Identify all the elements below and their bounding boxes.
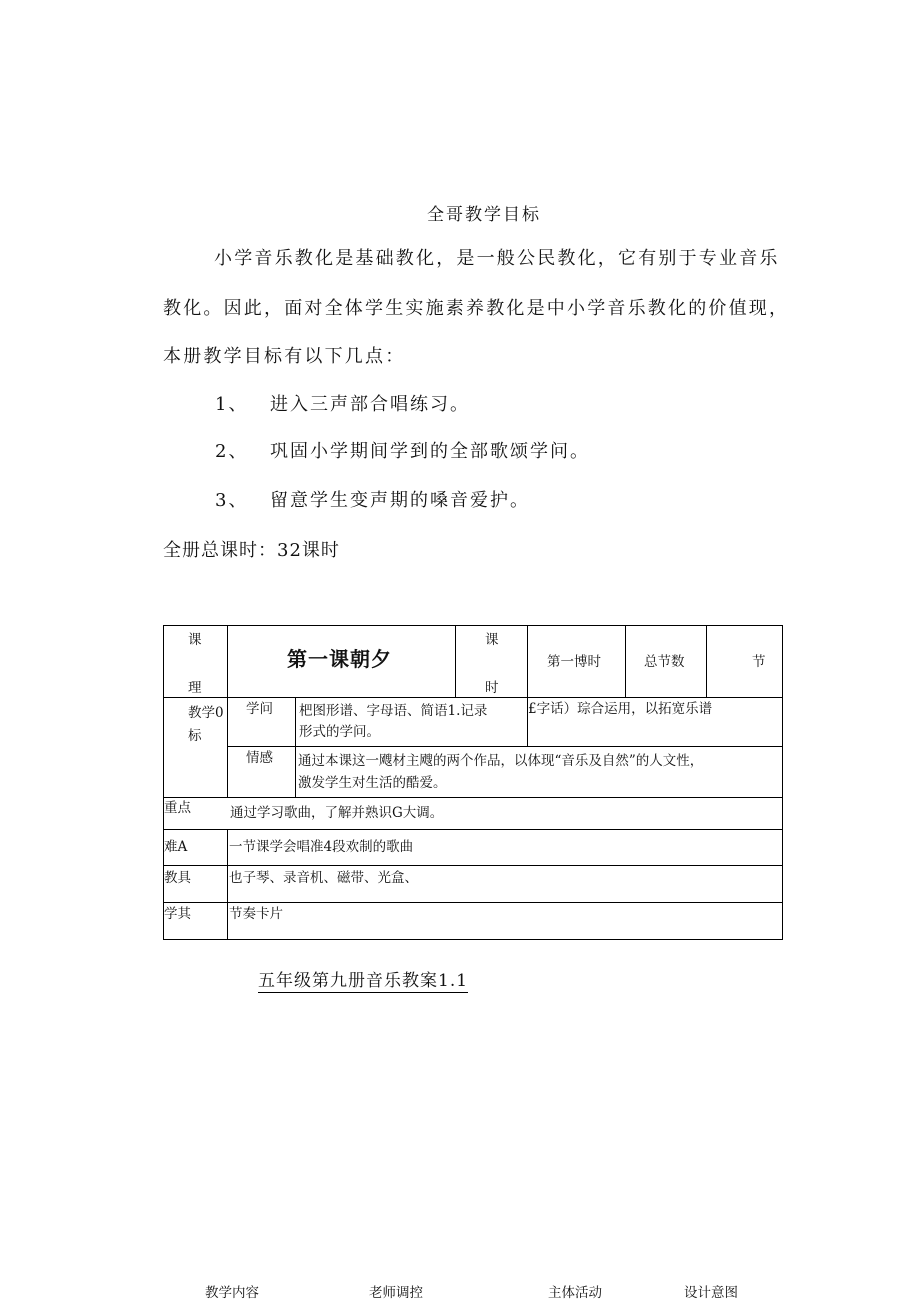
difficulty-label: 难A — [164, 839, 188, 855]
emotion-label: 情感 — [246, 750, 273, 766]
knowledge-text-2: 形式的学问。 — [299, 724, 380, 740]
goal-text-2: 巩固小学期间学到的全部歌颂学问。 — [270, 441, 590, 462]
hour-label-bottom: 时 — [485, 680, 499, 696]
goal-number-1: 1、 — [215, 394, 249, 415]
objective-label-2: 标 — [188, 728, 202, 744]
key-point-label: 重点 — [164, 800, 191, 816]
total-hours: 全册总课时：32课时 — [163, 540, 340, 561]
goal-number-2: 2、 — [215, 441, 249, 462]
footer-teaching-content: 教学内容 — [205, 1285, 259, 1301]
knowledge-label: 学问 — [246, 701, 273, 717]
teaching-tools-text: 也子琴、录音机、磁带、光盒、 — [229, 870, 418, 886]
intro-line-2: 教化。因此，面对全体学生实施素养教化是中小学音乐教化的价值现， — [163, 298, 790, 319]
intro-line-3: 本册教学目标有以下几点： — [163, 346, 406, 367]
goal-text-3: 留意学生变声期的嗓音爱护。 — [270, 490, 530, 511]
goal-text-1: 进入三声部合唱练习。 — [270, 394, 470, 415]
course-title: 第一课朝夕 — [287, 647, 392, 671]
difficulty-text: 一节课学会唱准4段欢制的歌曲 — [229, 839, 414, 855]
footer-teacher-control: 老师调控 — [369, 1285, 423, 1301]
hour-value: 第一博时 — [547, 654, 601, 670]
learning-tools-text: 节奏卡片 — [229, 906, 283, 922]
course-label-bottom: 理 — [188, 680, 202, 696]
knowledge-text-1: 杷图形谱、字母语、简语1.记录 — [299, 703, 488, 719]
learning-tools-label: 学其 — [164, 906, 191, 922]
total-sections-unit: 节 — [752, 654, 766, 670]
footer-main-activity: 主体活动 — [548, 1285, 602, 1301]
course-label-top: 课 — [188, 632, 202, 648]
footer-design-intent: 设计意图 — [684, 1285, 738, 1301]
hour-label-top: 课 — [485, 632, 499, 648]
key-point-text: 通过学习歌曲，了解并熟识G大调。 — [230, 805, 444, 821]
knowledge-text-3: £字话）琮合运用，以拓宽乐谱 — [528, 701, 713, 717]
total-sections-label: 总节数 — [644, 654, 685, 670]
objective-label-1: 教学0 — [188, 705, 224, 721]
intro-line-1: 小学音乐教化是基础教化，是一般公民教化，它有别于专业音乐 — [214, 248, 780, 269]
emotion-text-1: 通过本课这一飕材主飕的两个作品，以体现“音乐及自然”的人文性， — [298, 753, 704, 769]
page-heading: 全哥教学目标 — [427, 205, 541, 225]
goal-number-3: 3、 — [215, 490, 249, 511]
plan-title: 五年级第九册音乐教案1.1 — [258, 966, 468, 993]
emotion-text-2: 激发学生对生活的酷爱。 — [298, 775, 447, 791]
teaching-tools-label: 教具 — [164, 870, 191, 886]
